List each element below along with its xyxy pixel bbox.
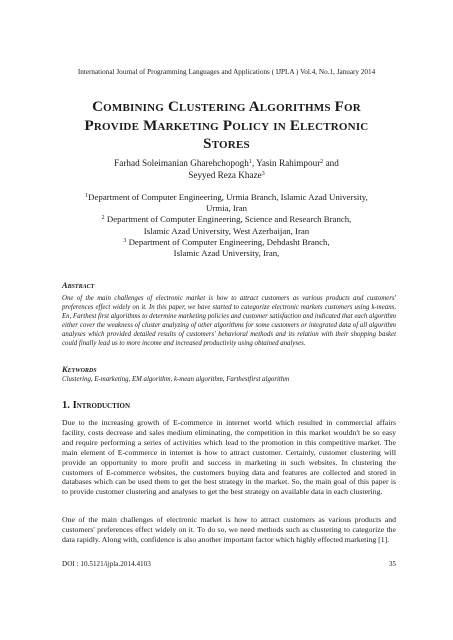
title-line-3: Stores	[203, 136, 250, 152]
authors-line-1	[40, 157, 413, 169]
affiliation-1-line-1	[40, 192, 413, 203]
journal-header: International Journal of Programming Languages and Applications ( IJPLA ) Vol.4, No.1, January 2014	[77, 68, 376, 76]
introduction-heading: 1. Introduction	[62, 400, 130, 411]
author-2-name: , Yasin Rahimpour	[251, 158, 321, 168]
affiliation-2-line-1	[40, 214, 413, 225]
author-3-name: Seyyed Reza Khaze	[188, 170, 262, 180]
introduction-paragraph-2: One of the main challenges of electronic market is how to attract customers as various products and customers' preferences effect widely on it. To do so, we need methods such as clustering to categorize the data rapidly. Along with, confidence is also another important factor which highly effected marketing [1].	[62, 515, 396, 544]
authors-line-2	[40, 169, 413, 181]
affiliation-1-mark: 1	[85, 193, 89, 199]
affiliation-3-text: Department of Computer Engineering, Dehdasht Branch,	[126, 236, 330, 247]
title-line-2: Provide Marketing Policy in Electronic	[84, 117, 369, 134]
affiliation-2-text: Department of Computer Engineering, Science and Research Branch,	[104, 214, 352, 225]
introduction-paragraph-1: Due to the increasing growth of E-commerce in internet world which resulted in commercial affairs facility, costs decrease and sales medium eliminating, the competition in this market wouldn't be so easy and require performing a series of activities which lead to the promotion in this competitive market. The main element of E-commerce in internet is how to attract customer. Certainly, customer clustering will provide an opportunity to more profit and success in marketing in such websites. In clustering the customers of E-commerce websites, the customers buying data and features are collected and stored in databases which can be used them to get the best strategy in the market. So, the main goal of this paper is to provide customer clustering and analyses to get the best strategy on available data in each clustering.	[62, 418, 396, 497]
authors-and: and	[323, 158, 339, 168]
abstract-heading: Abstract	[62, 281, 95, 290]
paper-title	[40, 98, 413, 154]
author-list	[40, 157, 413, 181]
author-1-name: Farhad Soleimanian Gharehchopogh	[114, 158, 249, 168]
abstract-text: One of the main challenges of electronic market is how to attract customers as various products and customers' preferences effect widely on it. In this paper, we have started to categorize electronic markets customers using k-means, En, Farthest first algorithms to determine marketing policies and customer satisfaction and indicated that each algorithm either cover the weakness of cluster analyzing of other algorithms for some customers or integrated data of all algorithm analyses which provided detailed results of customers' behavioral methods and its relation with their shopping basket could finally lead us to more income and increased productivity using obtained analyses.	[62, 295, 396, 347]
affiliation-list	[40, 192, 413, 259]
affiliation-3-mark: 3	[123, 237, 127, 244]
page-number: 35	[388, 560, 396, 568]
keywords-heading: Keywords	[62, 365, 97, 374]
affiliation-3-line-2: Islamic Azad University, Iran,	[173, 248, 280, 259]
doi-footer: DOI : 10.5121/ijpla.2014.4103	[62, 560, 151, 568]
affiliation-3-line-1	[40, 237, 413, 248]
author-2-mark: 2	[320, 159, 324, 165]
keywords-text: Clustering, E-marketing, EM algorithm, k-mean algorithm, Farthestfirst algorithm	[62, 376, 290, 383]
author-3-mark: 3	[261, 171, 265, 177]
affiliation-1-line-2: Urmia, Iran	[205, 203, 248, 214]
author-1-mark: 1	[248, 159, 252, 165]
affiliation-1-text: Department of Computer Engineering, Urmia Branch, Islamic Azad University,	[88, 192, 368, 202]
affiliation-2-mark: 2	[101, 215, 105, 222]
title-line-1: Combining Clustering Algorithms For	[92, 99, 361, 115]
affiliation-2-line-2: Islamic Azad University, West Azerbaijan, Iran	[143, 225, 310, 236]
